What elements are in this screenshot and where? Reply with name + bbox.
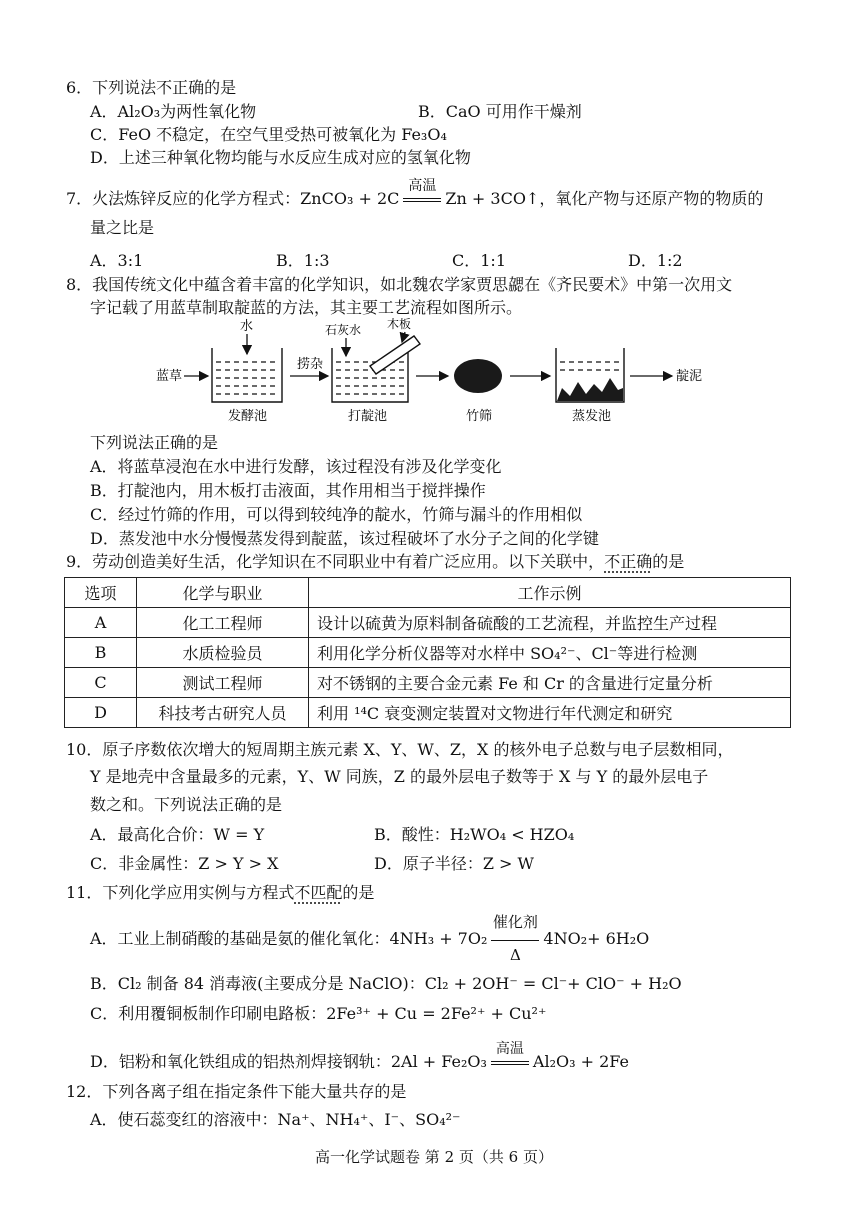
diagram-tank3-label: 蒸发池 bbox=[572, 409, 612, 424]
q8-option-d: D．蒸发池中水分慢慢蒸发得到靛蓝，该过程破坏了水分子之间的化学键 bbox=[90, 529, 599, 548]
q8-option-b: B．打靛池内，用木板打击液面，其作用相当于搅拌操作 bbox=[90, 481, 486, 500]
q12-option-a: A．使石蕊变红的溶液中：Na⁺、NH₄⁺、I⁻、SO₄²⁻ bbox=[90, 1110, 461, 1129]
board-arrow bbox=[402, 332, 405, 342]
bamboo-sieve-icon bbox=[454, 359, 502, 393]
table-row bbox=[65, 668, 791, 698]
q11-option-b: B．Cl₂ 制备 84 消毒液(主要成分是 NaClO)：Cl₂ + 2OH⁻ = Cl⁻+ ClO⁻ + H₂O bbox=[90, 974, 682, 993]
table-cell: 水质检验员 bbox=[137, 638, 309, 668]
reaction-condition bbox=[487, 912, 543, 964]
q7-condition-label: 高温 bbox=[408, 177, 437, 194]
q11-option-a bbox=[90, 912, 650, 964]
table-header-cell: 选项 bbox=[65, 578, 137, 608]
q10-option-c: C．非金属性：Z > Y > X bbox=[90, 854, 279, 873]
q11-d-condition-label: 高温 bbox=[495, 1040, 524, 1057]
q7-option-d: D．1:2 bbox=[628, 251, 683, 270]
table-cell: B bbox=[65, 638, 137, 668]
q11-option-d bbox=[90, 1040, 629, 1074]
table-cell: D bbox=[65, 698, 137, 728]
q7-option-c: C．1:1 bbox=[452, 251, 506, 270]
diagram-step-label: 捞杂 bbox=[297, 357, 324, 372]
q11-stem-emphasis: 不匹配 bbox=[294, 883, 343, 902]
q9-stem bbox=[66, 551, 684, 573]
table-cell: 科技考古研究人员 bbox=[137, 698, 309, 728]
q7-stem-line2: 量之比是 bbox=[90, 218, 155, 237]
q7-stem bbox=[66, 177, 764, 211]
q12-stem: 12．下列各离子组在指定条件下能大量共存的是 bbox=[66, 1082, 407, 1101]
diagram-water-label: 水 bbox=[240, 319, 254, 334]
q8-option-c: C．经过竹筛的作用，可以得到较纯净的靛水，竹筛与漏斗的作用相似 bbox=[90, 505, 583, 524]
q8-stem-line1: 8．我国传统文化中蕴含着丰富的化学知识，如北魏农学家贾思勰在《齐民要术》中第一次用文 bbox=[66, 275, 733, 294]
wooden-board-icon bbox=[370, 336, 420, 374]
q11-a-condition-bottom: Δ bbox=[509, 945, 521, 964]
q7-option-b: B．1:3 bbox=[276, 251, 330, 270]
q10-option-b: B．酸性：H₂WO₄ < HZO₄ bbox=[374, 825, 575, 844]
q8-subquestion: 下列说法正确的是 bbox=[90, 433, 219, 452]
q6-option-b: B．CaO 可用作干燥剂 bbox=[418, 102, 582, 121]
q11-option-a-pre: A．工业上制硝酸的基础是氨的催化氧化：4NH₃ + 7O₂ bbox=[90, 929, 488, 948]
q8-stem-line2: 字记载了用蓝草制取靛蓝的方法，其主要工艺流程如图所示。 bbox=[90, 298, 523, 317]
diagram-board-label: 木板 bbox=[387, 318, 412, 331]
table-header-row bbox=[65, 578, 791, 608]
table-row bbox=[65, 698, 791, 728]
q11-option-a-post: 4NO₂+ 6H₂O bbox=[543, 929, 650, 948]
q10-stem-line2: Y 是地壳中含量最多的元素，Y、W 同族，Z 的最外层电子数等于 X 与 Y 的最外层电子 bbox=[90, 767, 709, 786]
q11-option-d-pre: D．铝粉和氧化铁组成的铝热剂焊接钢轨：2Al + Fe₂O₃ bbox=[90, 1052, 487, 1071]
q11-stem-post: 的是 bbox=[342, 883, 375, 902]
q10-stem-line3: 数之和。下列说法正确的是 bbox=[90, 795, 283, 814]
q7-stem-pre: 7．火法炼锌反应的化学方程式：ZnCO₃ + 2C bbox=[66, 189, 400, 208]
q10-stem-line1: 10．原子序数依次增大的短周期主族元素 X、Y、W、Z，X 的核外电子总数与电子层数相同， bbox=[66, 740, 734, 759]
table-cell: 利用 ¹⁴C 衰变测定装置对文物进行年代测定和研究 bbox=[309, 698, 791, 728]
diagram-tank2-label: 打靛池 bbox=[348, 409, 388, 424]
q9-stem-post: 的是 bbox=[652, 552, 685, 571]
q7-stem-post: Zn + 3CO↑，氧化产物与还原产物的物质的 bbox=[445, 189, 764, 208]
reaction-condition bbox=[487, 1040, 533, 1074]
table-cell: 测试工程师 bbox=[137, 668, 309, 698]
page-footer: 高一化学试题卷 第 2 页（共 6 页） bbox=[315, 1148, 553, 1166]
q9-stem-pre: 9．劳动创造美好生活，化学知识在不同职业中有着广泛应用。以下关联中， bbox=[66, 552, 605, 571]
q11-a-condition-top: 催化剂 bbox=[492, 912, 538, 931]
q9-stem-emphasis: 不正确 bbox=[604, 552, 653, 571]
evaporation-tank bbox=[556, 348, 624, 402]
q8-option-a: A．将蓝草浸泡在水中进行发酵，该过程没有涉及化学变化 bbox=[90, 457, 502, 476]
diagram-sieve-label: 竹筛 bbox=[466, 409, 493, 424]
table-cell: C bbox=[65, 668, 137, 698]
q6-stem: 6．下列说法不正确的是 bbox=[66, 78, 237, 97]
diagram-input-label: 蓝草 bbox=[156, 369, 183, 384]
fermentation-tank bbox=[212, 348, 282, 402]
table-header-cell: 化学与职业 bbox=[137, 578, 309, 608]
q7-option-a: A．3:1 bbox=[90, 251, 144, 270]
q11-stem bbox=[66, 882, 374, 904]
q11-stem-pre: 11．下列化学应用实例与方程式 bbox=[66, 883, 295, 902]
q6-option-c: C．FeO 不稳定，在空气里受热可被氧化为 Fe₃O₄ bbox=[90, 125, 447, 144]
table-header-cell: 工作示例 bbox=[309, 578, 791, 608]
q10-option-a: A．最高化合价：W = Y bbox=[90, 825, 265, 844]
table-cell: 化工工程师 bbox=[137, 608, 309, 638]
q6-option-a: A．Al₂O₃为两性氧化物 bbox=[90, 102, 257, 121]
table-cell: 对不锈钢的主要合金元素 Fe 和 Cr 的含量进行定量分析 bbox=[309, 668, 791, 698]
table-cell: 设计以硫黄为原料制备硫酸的工艺流程，并监控生产过程 bbox=[309, 608, 791, 638]
q6-option-d: D．上述三种氧化物均能与水反应生成对应的氢氧化物 bbox=[90, 148, 471, 167]
q10-option-d: D．原子半径：Z > W bbox=[374, 854, 534, 873]
table-cell: A bbox=[65, 608, 137, 638]
q9-table bbox=[64, 577, 791, 728]
q11-option-c: C．利用覆铜板制作印刷电路板：2Fe³⁺ + Cu = 2Fe²⁺ + Cu²⁺ bbox=[90, 1004, 547, 1023]
q11-option-d-post: Al₂O₃ + 2Fe bbox=[532, 1052, 629, 1071]
reaction-condition bbox=[399, 177, 445, 211]
table-row bbox=[65, 608, 791, 638]
diagram-tank1-label: 发酵池 bbox=[228, 409, 268, 424]
table-cell: 利用化学分析仪器等对水样中 SO₄²⁻、Cl⁻等进行检测 bbox=[309, 638, 791, 668]
diagram-output-label: 靛泥 bbox=[676, 369, 703, 384]
indigo-process-diagram bbox=[150, 318, 720, 430]
diagram-lime-label: 石灰水 bbox=[325, 323, 362, 337]
table-row bbox=[65, 638, 791, 668]
